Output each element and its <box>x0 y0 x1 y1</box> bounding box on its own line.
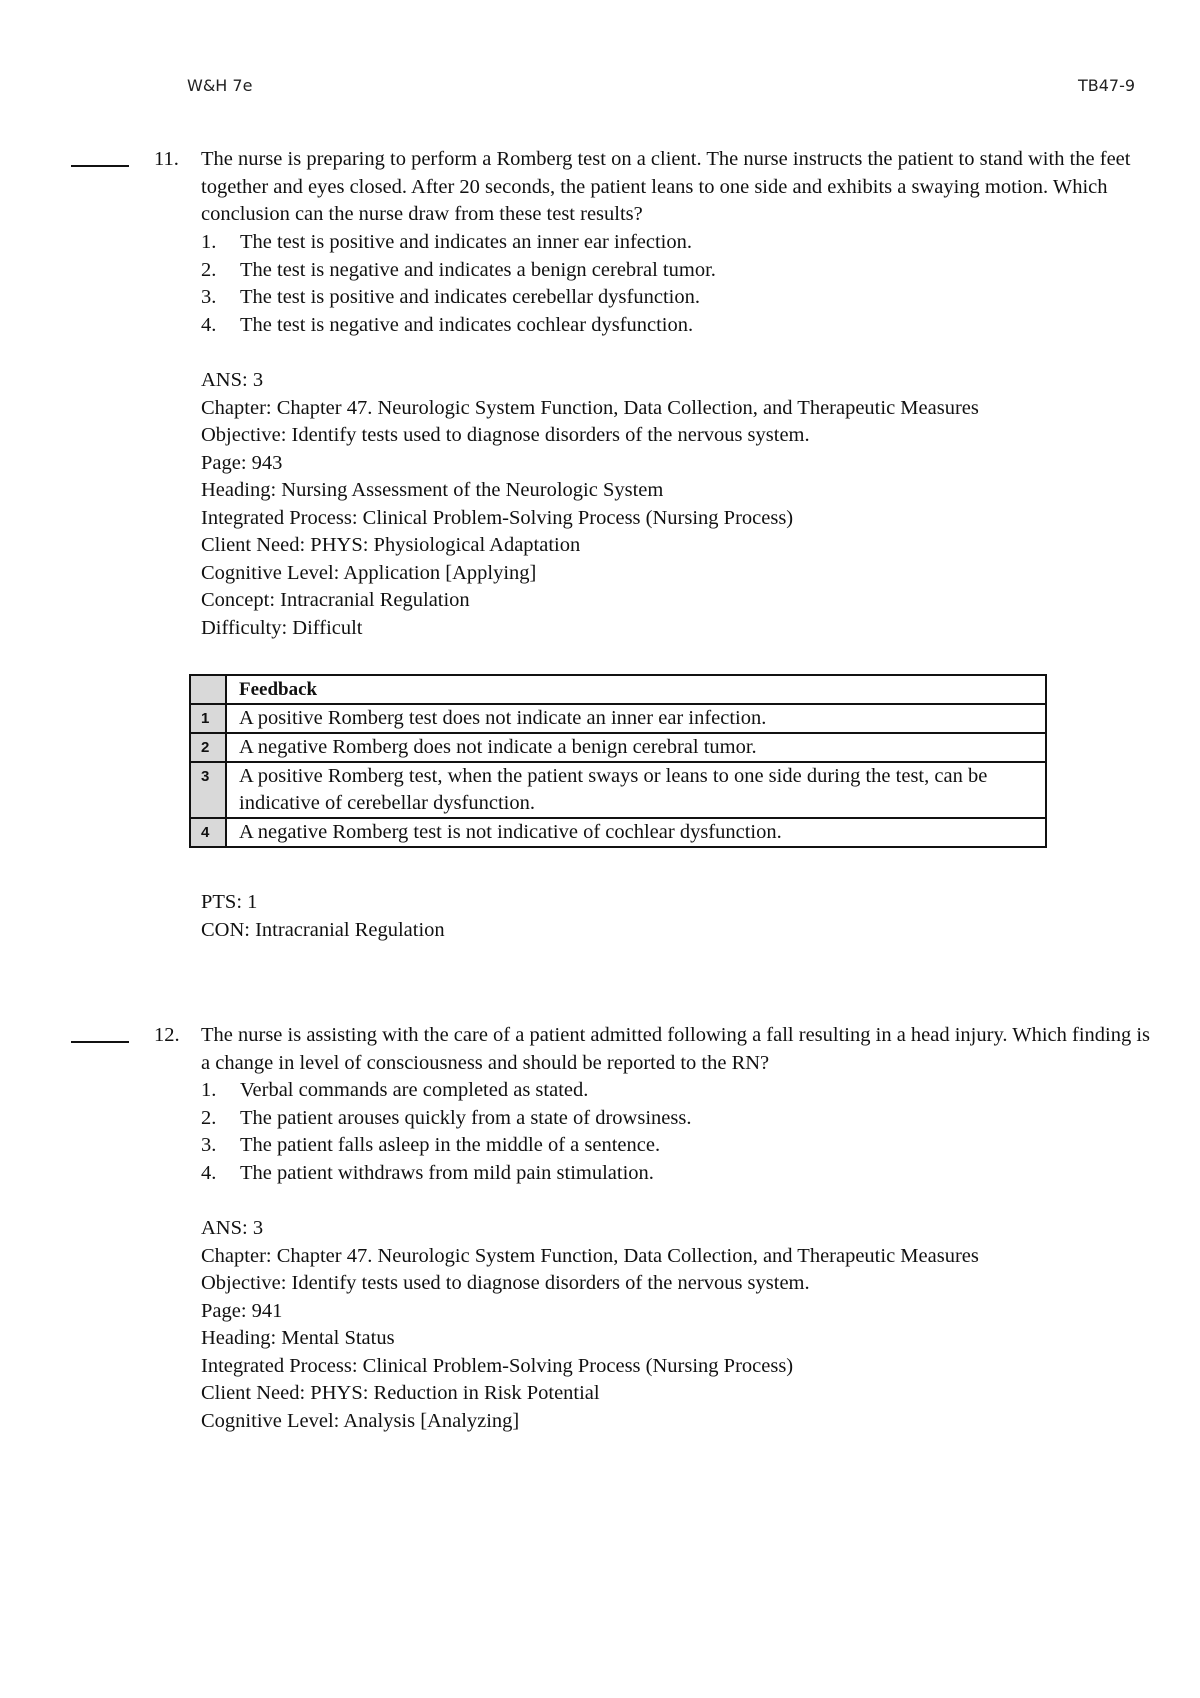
option-text: The test is positive and indicates cerebellar dysfunction. <box>240 286 700 308</box>
header-right: TB47-9 <box>1078 76 1136 95</box>
concept: Concept: Intracranial Regulation <box>201 589 470 611</box>
option-number: 1. <box>201 1079 217 1101</box>
question-number: 11. <box>154 148 179 170</box>
option-number: 1. <box>201 231 217 253</box>
option-number: 4. <box>201 1161 217 1184</box>
answer-blank <box>71 1041 129 1043</box>
option-number: 2. <box>201 1106 217 1129</box>
option-text: Verbal commands are completed as stated. <box>240 1079 589 1101</box>
feedback-row <box>190 733 1046 762</box>
option-text: The test is negative and indicates cochlear dysfunction. <box>240 313 694 336</box>
option-text: The test is positive and indicates an inner ear infection. <box>240 231 692 253</box>
feedback-row <box>190 818 1046 847</box>
feedback-table <box>189 674 1047 848</box>
question-stem: The nurse is preparing to perform a Romberg test on a client. The nurse instructs the patient to stand with the feet together and eyes closed. After 20 seconds, the patient leans to one side and exhibits a swaying motion. Which conclusion can the nurse draw from these test results? <box>201 148 1131 225</box>
client-need: Client Need: PHYS: Physiological Adaptation <box>201 534 581 556</box>
cognitive-level: Cognitive Level: Application [Applying] <box>201 561 537 584</box>
integrated-process: Integrated Process: Clinical Problem-Solving Process (Nursing Process) <box>201 506 794 529</box>
answer-metadata <box>201 1215 979 1435</box>
concept-code: CON: Intracranial Regulation <box>201 918 445 941</box>
answer-key: ANS: 3 <box>201 1217 264 1239</box>
option-text: The patient falls asleep in the middle of a sentence. <box>240 1134 661 1156</box>
question-stem: The nurse is assisting with the care of a patient admitted following a fall resulting in a head injury. Which finding is a change in level of consciousness and should be reported to the RN? <box>201 1024 1151 1074</box>
answer-metadata <box>201 367 979 642</box>
question-number: 12. <box>154 1024 180 1046</box>
answer-blank <box>71 165 129 167</box>
difficulty: Difficulty: Difficult <box>201 616 363 639</box>
heading: Heading: Nursing Assessment of the Neurologic System <box>201 479 664 501</box>
page-ref: Page: 941 <box>201 1299 283 1322</box>
feedback-header-row <box>190 675 1046 704</box>
feedback-num: 4 <box>190 818 226 847</box>
feedback-num: 1 <box>190 704 226 733</box>
integrated-process: Integrated Process: Clinical Problem-Solving Process (Nursing Process) <box>201 1354 794 1377</box>
option-number: 4. <box>201 313 217 336</box>
answer-key: ANS: 3 <box>201 369 264 391</box>
feedback-num: 3 <box>190 762 226 818</box>
feedback-row <box>190 704 1046 733</box>
option-text: The patient withdraws from mild pain stimulation. <box>240 1161 654 1184</box>
feedback-text: A negative Romberg does not indicate a benign cerebral tumor. <box>226 733 1046 762</box>
cognitive-level: Cognitive Level: Analysis [Analyzing] <box>201 1409 520 1432</box>
feedback-header-num <box>190 675 226 704</box>
objective: Objective: Identify tests used to diagnose disorders of the nervous system. <box>201 424 810 446</box>
chapter: Chapter: Chapter 47. Neurologic System Function, Data Collection, and Therapeutic Measures <box>201 396 979 419</box>
points: PTS: 1 <box>201 891 258 913</box>
feedback-num: 2 <box>190 733 226 762</box>
question-footer <box>201 889 445 944</box>
option-number: 3. <box>201 286 217 308</box>
option-text: The test is negative and indicates a benign cerebral tumor. <box>240 258 716 281</box>
feedback-text: A negative Romberg test is not indicative of cochlear dysfunction. <box>226 818 1046 847</box>
feedback-text: A positive Romberg test does not indicate an inner ear infection. <box>226 704 1046 733</box>
objective: Objective: Identify tests used to diagnose disorders of the nervous system. <box>201 1272 810 1294</box>
chapter: Chapter: Chapter 47. Neurologic System Function, Data Collection, and Therapeutic Measures <box>201 1244 979 1267</box>
feedback-header: Feedback <box>226 675 1046 704</box>
header-left: W&H 7e <box>187 76 253 95</box>
option-text: The patient arouses quickly from a state of drowsiness. <box>240 1106 692 1129</box>
feedback-text: A positive Romberg test, when the patient sways or leans to one side during the test, can be indicative of cerebellar dysfunction. <box>226 762 1046 818</box>
option-number: 3. <box>201 1134 217 1156</box>
page-ref: Page: 943 <box>201 451 283 474</box>
heading: Heading: Mental Status <box>201 1327 395 1349</box>
client-need: Client Need: PHYS: Reduction in Risk Potential <box>201 1382 600 1404</box>
option-number: 2. <box>201 258 217 281</box>
feedback-row <box>190 762 1046 818</box>
